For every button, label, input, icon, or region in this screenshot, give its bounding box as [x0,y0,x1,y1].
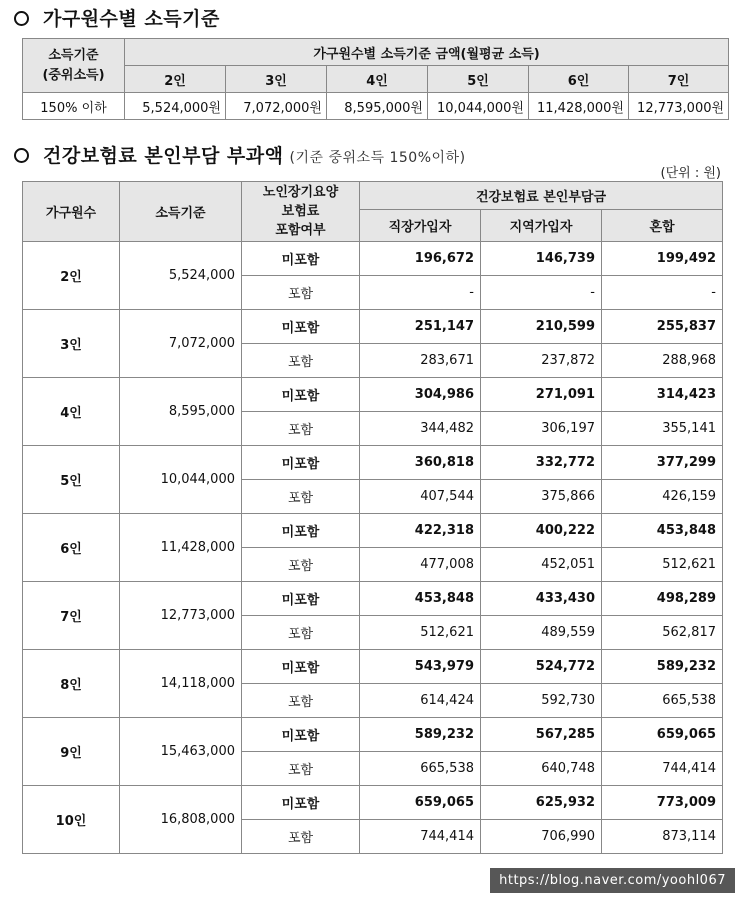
premium-excluded-cell: 146,739 [481,242,602,276]
household-col-header: 4인 [327,66,428,93]
premium-excluded-cell: 659,065 [360,786,481,820]
household-cell: 7인 [23,582,120,650]
income-value-cell: 7,072,000원 [226,93,327,120]
ltc-excluded-label: 미포함 [242,514,360,548]
premium-excluded-cell: 251,147 [360,310,481,344]
premium-excluded-cell: 422,318 [360,514,481,548]
premium-included-cell: 426,159 [602,480,723,514]
premium-excluded-cell: 255,837 [602,310,723,344]
premium-excluded-cell: 304,986 [360,378,481,412]
income-criteria-table [22,38,729,120]
ltc-included-label: 포함 [242,480,360,514]
premium-excluded-cell: 210,599 [481,310,602,344]
premium-excluded-cell: 659,065 [602,718,723,752]
household-col-header: 7인 [629,66,729,93]
income-cell: 11,428,000 [120,514,242,582]
mixed-header: 혼합 [602,210,723,242]
ltc-excluded-label: 미포함 [242,446,360,480]
premium-included-cell: 512,621 [602,548,723,582]
ltc-included-label: 포함 [242,684,360,718]
premium-included-cell: 344,482 [360,412,481,446]
ltc-included-label: 포함 [242,752,360,786]
ltc-included-label: 포함 [242,548,360,582]
premium-included-cell: 640,748 [481,752,602,786]
premium-excluded-cell: 360,818 [360,446,481,480]
premium-included-cell: 375,866 [481,480,602,514]
premium-excluded-cell: 332,772 [481,446,602,480]
premium-excluded-cell: 543,979 [360,650,481,684]
premium-excluded-cell: 196,672 [360,242,481,276]
premium-included-cell: - [481,276,602,310]
ltc-excluded-label: 미포함 [242,718,360,752]
household-col-header: 6인 [529,66,629,93]
income-cell: 12,773,000 [120,582,242,650]
ltc-excluded-label: 미포함 [242,242,360,276]
household-cell: 4인 [23,378,120,446]
ltc-excluded-label: 미포함 [242,582,360,616]
premium-excluded-cell: 773,009 [602,786,723,820]
household-cell: 5인 [23,446,120,514]
table-row [23,446,723,480]
premium-excluded-cell: 314,423 [602,378,723,412]
premium-included-cell: 283,671 [360,344,481,378]
section2-note: (기준 중위소득 150%이하) [289,150,466,166]
premium-excluded-cell: 453,848 [360,582,481,616]
premium-excluded-cell: 625,932 [481,786,602,820]
income-cell: 7,072,000 [120,310,242,378]
premium-excluded-cell: 567,285 [481,718,602,752]
circle-bullet-icon [14,148,29,163]
income-cell: 16,808,000 [120,786,242,854]
premium-excluded-cell: 199,492 [602,242,723,276]
premium-included-cell: 665,538 [360,752,481,786]
premium-included-cell: - [360,276,481,310]
premium-included-cell: 237,872 [481,344,602,378]
premium-included-cell: 614,424 [360,684,481,718]
household-header: 가구원수 [23,182,120,242]
section2-title: 건강보험료 본인부담 부과액 (기준 중위소득 150%이하) [14,141,466,168]
premium-included-cell: 873,114 [602,820,723,854]
premium-included-cell: 288,968 [602,344,723,378]
income-value-cell: 5,524,000원 [125,93,226,120]
employee-header: 직장가입자 [360,210,481,242]
table-row [23,242,723,276]
table-row [23,378,723,412]
unit-label: (단위 : 원) [660,166,721,181]
premium-included-cell: 355,141 [602,412,723,446]
ltc-excluded-label: 미포함 [242,310,360,344]
income-cell: 5,524,000 [120,242,242,310]
table-row [23,582,723,616]
premium-included-cell: 489,559 [481,616,602,650]
premium-excluded-cell: 433,430 [481,582,602,616]
household-cell: 8인 [23,650,120,718]
income-value-cell: 12,773,000원 [629,93,729,120]
table-row [23,650,723,684]
watermark: https://blog.naver.com/yoohl067 [490,868,735,893]
household-col-header: 2인 [125,66,226,93]
ltc-included-label: 포함 [242,616,360,650]
income-criteria-header: 소득기준 (중위소득) [23,39,125,93]
ltc-included-label: 포함 [242,820,360,854]
household-cell: 2인 [23,242,120,310]
premium-included-cell: 477,008 [360,548,481,582]
income-value-cell: 11,428,000원 [529,93,629,120]
premium-excluded-cell: 498,289 [602,582,723,616]
ltc-header: 노인장기요양 보험료 포함여부 [242,182,360,242]
income-value-cell: 8,595,000원 [327,93,428,120]
premium-included-cell: - [602,276,723,310]
premium-included-cell: 744,414 [360,820,481,854]
premium-excluded-cell: 589,232 [360,718,481,752]
premium-excluded-cell: 453,848 [602,514,723,548]
household-col-header: 5인 [428,66,529,93]
table-row [23,514,723,548]
household-cell: 3인 [23,310,120,378]
row-label-150: 150% 이하 [23,93,125,120]
ltc-included-label: 포함 [242,276,360,310]
premium-included-cell: 665,538 [602,684,723,718]
premium-table [22,181,723,854]
premium-included-cell: 306,197 [481,412,602,446]
income-cell: 14,118,000 [120,650,242,718]
table-row [23,786,723,820]
ltc-included-label: 포함 [242,344,360,378]
premium-included-cell: 562,817 [602,616,723,650]
table-row [23,718,723,752]
premium-included-cell: 512,621 [360,616,481,650]
premium-included-cell: 407,544 [360,480,481,514]
ltc-excluded-label: 미포함 [242,378,360,412]
circle-bullet-icon [14,11,29,26]
premium-excluded-cell: 271,091 [481,378,602,412]
premium-included-cell: 592,730 [481,684,602,718]
household-cell: 9인 [23,718,120,786]
table-row [23,310,723,344]
income-cell: 8,595,000 [120,378,242,446]
premium-excluded-cell: 377,299 [602,446,723,480]
premium-excluded-cell: 400,222 [481,514,602,548]
ltc-excluded-label: 미포함 [242,650,360,684]
income-cell: 10,044,000 [120,446,242,514]
income-cell: 15,463,000 [120,718,242,786]
section1-title: 가구원수별 소득기준 [14,4,220,31]
income-value-cell: 10,044,000원 [428,93,529,120]
ltc-excluded-label: 미포함 [242,786,360,820]
premium-header: 건강보험료 본인부담금 [360,182,723,210]
premium-included-cell: 744,414 [602,752,723,786]
household-cell: 10인 [23,786,120,854]
premium-included-cell: 706,990 [481,820,602,854]
ltc-included-label: 포함 [242,412,360,446]
household-col-header: 3인 [226,66,327,93]
income-amount-header: 가구원수별 소득기준 금액(월평균 소득) [125,39,729,66]
household-cell: 6인 [23,514,120,582]
premium-excluded-cell: 524,772 [481,650,602,684]
regional-header: 지역가입자 [481,210,602,242]
premium-included-cell: 452,051 [481,548,602,582]
premium-excluded-cell: 589,232 [602,650,723,684]
income-header: 소득기준 [120,182,242,242]
